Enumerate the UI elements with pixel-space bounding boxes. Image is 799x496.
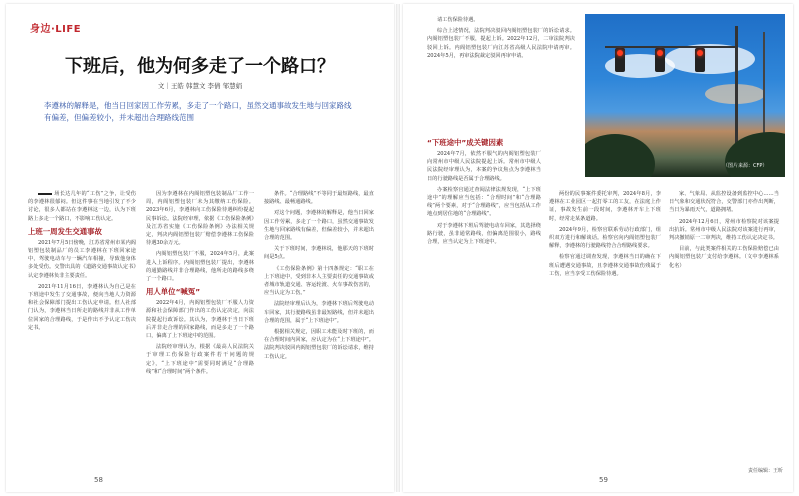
paragraph: 两份的民事案件委托审判，2024年8月，李遵林在工业园区一起打零工的工友，在法庭上作证，事故发生前一段时间，李遵林开车上下班时，经常走某条道路。 [549,191,661,222]
editor-signature: 责任编辑：王昕 [747,468,783,474]
right-page [403,4,793,492]
subheading-accident: 上班一周发生交通事故 [28,226,102,236]
book-spine [396,4,400,492]
right-column-1 [427,150,541,249]
paragraph: 办案检察官通过查阅法律法规发现，“上下班途中”的理解应当包括：“合理时间”和“合理路线”两个要素，对于“合理路线”，应当包括从工作地点到居住地的“合理路线”。 [427,186,541,218]
right-top-text [427,16,575,63]
paragraph: 2024年9月，检察官联系劳动行政部门，组织双方进行和解谈话。检察官向内阁铝塑包装厂解释，李遵林的行驶路线符合合理路线要求。 [549,226,661,250]
paragraph: 条件。“合理路线”不等同于最短路线，最直接路线、最畅通路线。 [264,191,374,206]
paragraph: 2024年7月，依然不服气的内阁铝塑包装厂向常州市中级人民法院提起上诉。常州市中级人民法院经审理认为，本案的争议焦点为李遵林当日的行驶路线是否属于合理路线。 [427,151,541,182]
section-tag: 身边·LIFE [30,24,82,35]
paragraph: 根据相关规定，因职工未能及时下班的，而在合理时间内回家，应认定为在“上下班途中”。法院判决驳回内阁铝塑包装厂的诉讼请求，维持工伤认定。 [264,329,374,360]
tree [725,132,785,177]
traffic-light-2 [655,48,665,72]
photo-credit: （图片来源：CFP） [723,163,768,169]
article-title: 下班后，他为何多走了一个路口？ [65,56,335,77]
traffic-light-3 [695,48,705,72]
paragraph: 对于李遵林下班后驾驶电动车回家，其选择绕路行驶，虽非通常路线，但偏离范围很小，路线合理，应当认定为上下班途中。 [427,222,541,246]
traffic-light-photo [585,14,785,177]
paragraph: 家、气象局、从监控设备到监控中心……当日气象和交通状况符合，交警部门亦作出判断，当日为暴雨天气，道路拥堵。 [669,191,779,214]
red-light-icon [657,50,663,56]
paragraph: 2024年12月6日，常州市检察院对该案提出抗诉。常州市中级人民法院对该案进行再审，判决撤销原一二审判决，维持工伤认定决定书。 [669,218,779,242]
paragraph: 检察官通过调查发现，李遵林当日的确在下班后遭遇交通事故，且李遵林交通事故伤残属于工伤，应当享受工伤保险待遇。 [549,254,661,277]
right-column-3 [669,190,779,273]
traffic-light-1 [615,48,625,72]
subheading-employer: 用人单位“喊冤” [146,287,201,297]
lead-rule [38,193,52,195]
paragraph: 请工伤保险待遇。 [437,17,479,23]
paragraph: 法院经审理后认为，李遵林下班后驾驶电动车回家，其行驶路线虽非最短路线，但并未超出合理的范围，属于“上下班途中”。 [264,301,374,324]
lead-text: 场长达几年的“工伤”之争，让受伤的李遵林很郁闷。但这件事在当地引发了不少讨论，很多人都站在李遵林这一边，认为下班路上多走一个路口，不影响工伤认定。 [28,191,136,222]
left-column-3 [264,190,374,364]
paragraph: 综合上述情况，法院判决驳回内阁铝塑包装厂的诉讼请求。内阁铝塑包装厂不服，提起上诉。2022年12月，二审法院判决驳回上诉。内阁铝塑包装厂向江苏省高级人民法院申请再审。2024年5月，再审法院裁定驳回再审申请。 [427,28,575,59]
paragraph: 2021年11月16日，李遵林认为自己是在下班途中发生了交通事故，便向当地人力资源和社会保障部门提出工伤认定申请。但人社部门认为，李遵林当日所走的路线并非从工作单位回家的合理路线，于是作出不予认定工伤决定书。 [28,283,136,331]
paragraph: 《工伤保险条例》第十四条规定：“职工在上下班途中，受到非本人主要责任的交通事故或者城市轨道交通、客运轮渡、火车事故伤害的，应当认定为工伤。” [264,265,374,297]
red-light-icon [617,50,623,56]
left-column-1 [28,190,136,335]
right-heading-block [427,134,575,150]
paragraph: 内阁铝塑包装厂不服，2024年5月，此案进入上诉程序。内阁铝塑包装厂提出，李遵林的通勤路线并非合理路线，他所走的路线多绕了一个路口。 [146,251,254,283]
paragraph: 目前，与此类案件相关的工伤保险赔偿已由内阁铝塑包装厂支付给李遵林。（文中李遵林系化名） [669,246,779,269]
article-deck: 李遵林的解释是，他当日回家因工作劳累，多走了一个路口，虽然交通事故发生地与回家路线有偏差，但偏差较小，并未超出合理路线范围 [44,101,352,122]
byline: 文｜王皓 韩慧文 李倩 邹慧娟 [157,82,243,90]
cloud [665,44,755,74]
right-column-2 [549,190,661,281]
paragraph: 对这个问题，李遵林的解释是，他当日回家因工作劳累，多走了一个路口，虽然交通事故发生地与回家路线有偏差，但偏差较小，并未超出合理的范围。 [264,210,374,242]
subheading-commute: “下班途中”成关键因素 [427,138,504,147]
paragraph: 因为李遵林在内阁铝塑包装制品厂工作一周，内阁铝塑包装厂未为其缴纳工伤保险。2023年6月，李遵林向工伤保险待遇纠纷提起民事诉讼。法院经审理，依据《工伤保险条例》及江苏省实施《工伤保险条例》办法相关规定，判决内阁铝塑包装厂赔偿李遵林工伤保险待遇30余万元。 [146,191,254,247]
page-number-right: 59 [599,476,608,484]
paragraph: 2022年4月，内阁铝塑包装厂不服人力资源和社会保障部门作出的工伤认定决定，向法院提起行政诉讼。其认为，李遵林于当日下班后并非走合理的回家路线，而是多走了一个路口，偏离了上下班途中的范围。 [146,300,254,340]
red-light-icon [697,50,703,56]
page-number-left: 58 [94,476,103,484]
left-column-2 [146,190,254,379]
paragraph: 2021年7月5日傍晚，江苏省常州市某内阁铝塑包装制品厂的员工李遵林在下班回家途中，驾驶电动车与一辆汽车相撞，导致他身体多处受伤。交警出具的《道路交通事故认定书》认定李遵林负非主要责任。 [28,239,136,279]
paragraph: 法院经审理认为，根据《最高人民法院关于审理工伤保险行政案件若干问题的规定》，“上下班途中”需要同时满足“合理路线”和“合理时间”两个条件。 [146,344,254,375]
lead-paragraph [28,190,136,223]
left-page [6,4,394,492]
tree [585,134,655,177]
signal-arm [605,46,737,48]
paragraph: 关于下班时间，李遵林说，他那天的下班时间是5点。 [264,246,374,261]
